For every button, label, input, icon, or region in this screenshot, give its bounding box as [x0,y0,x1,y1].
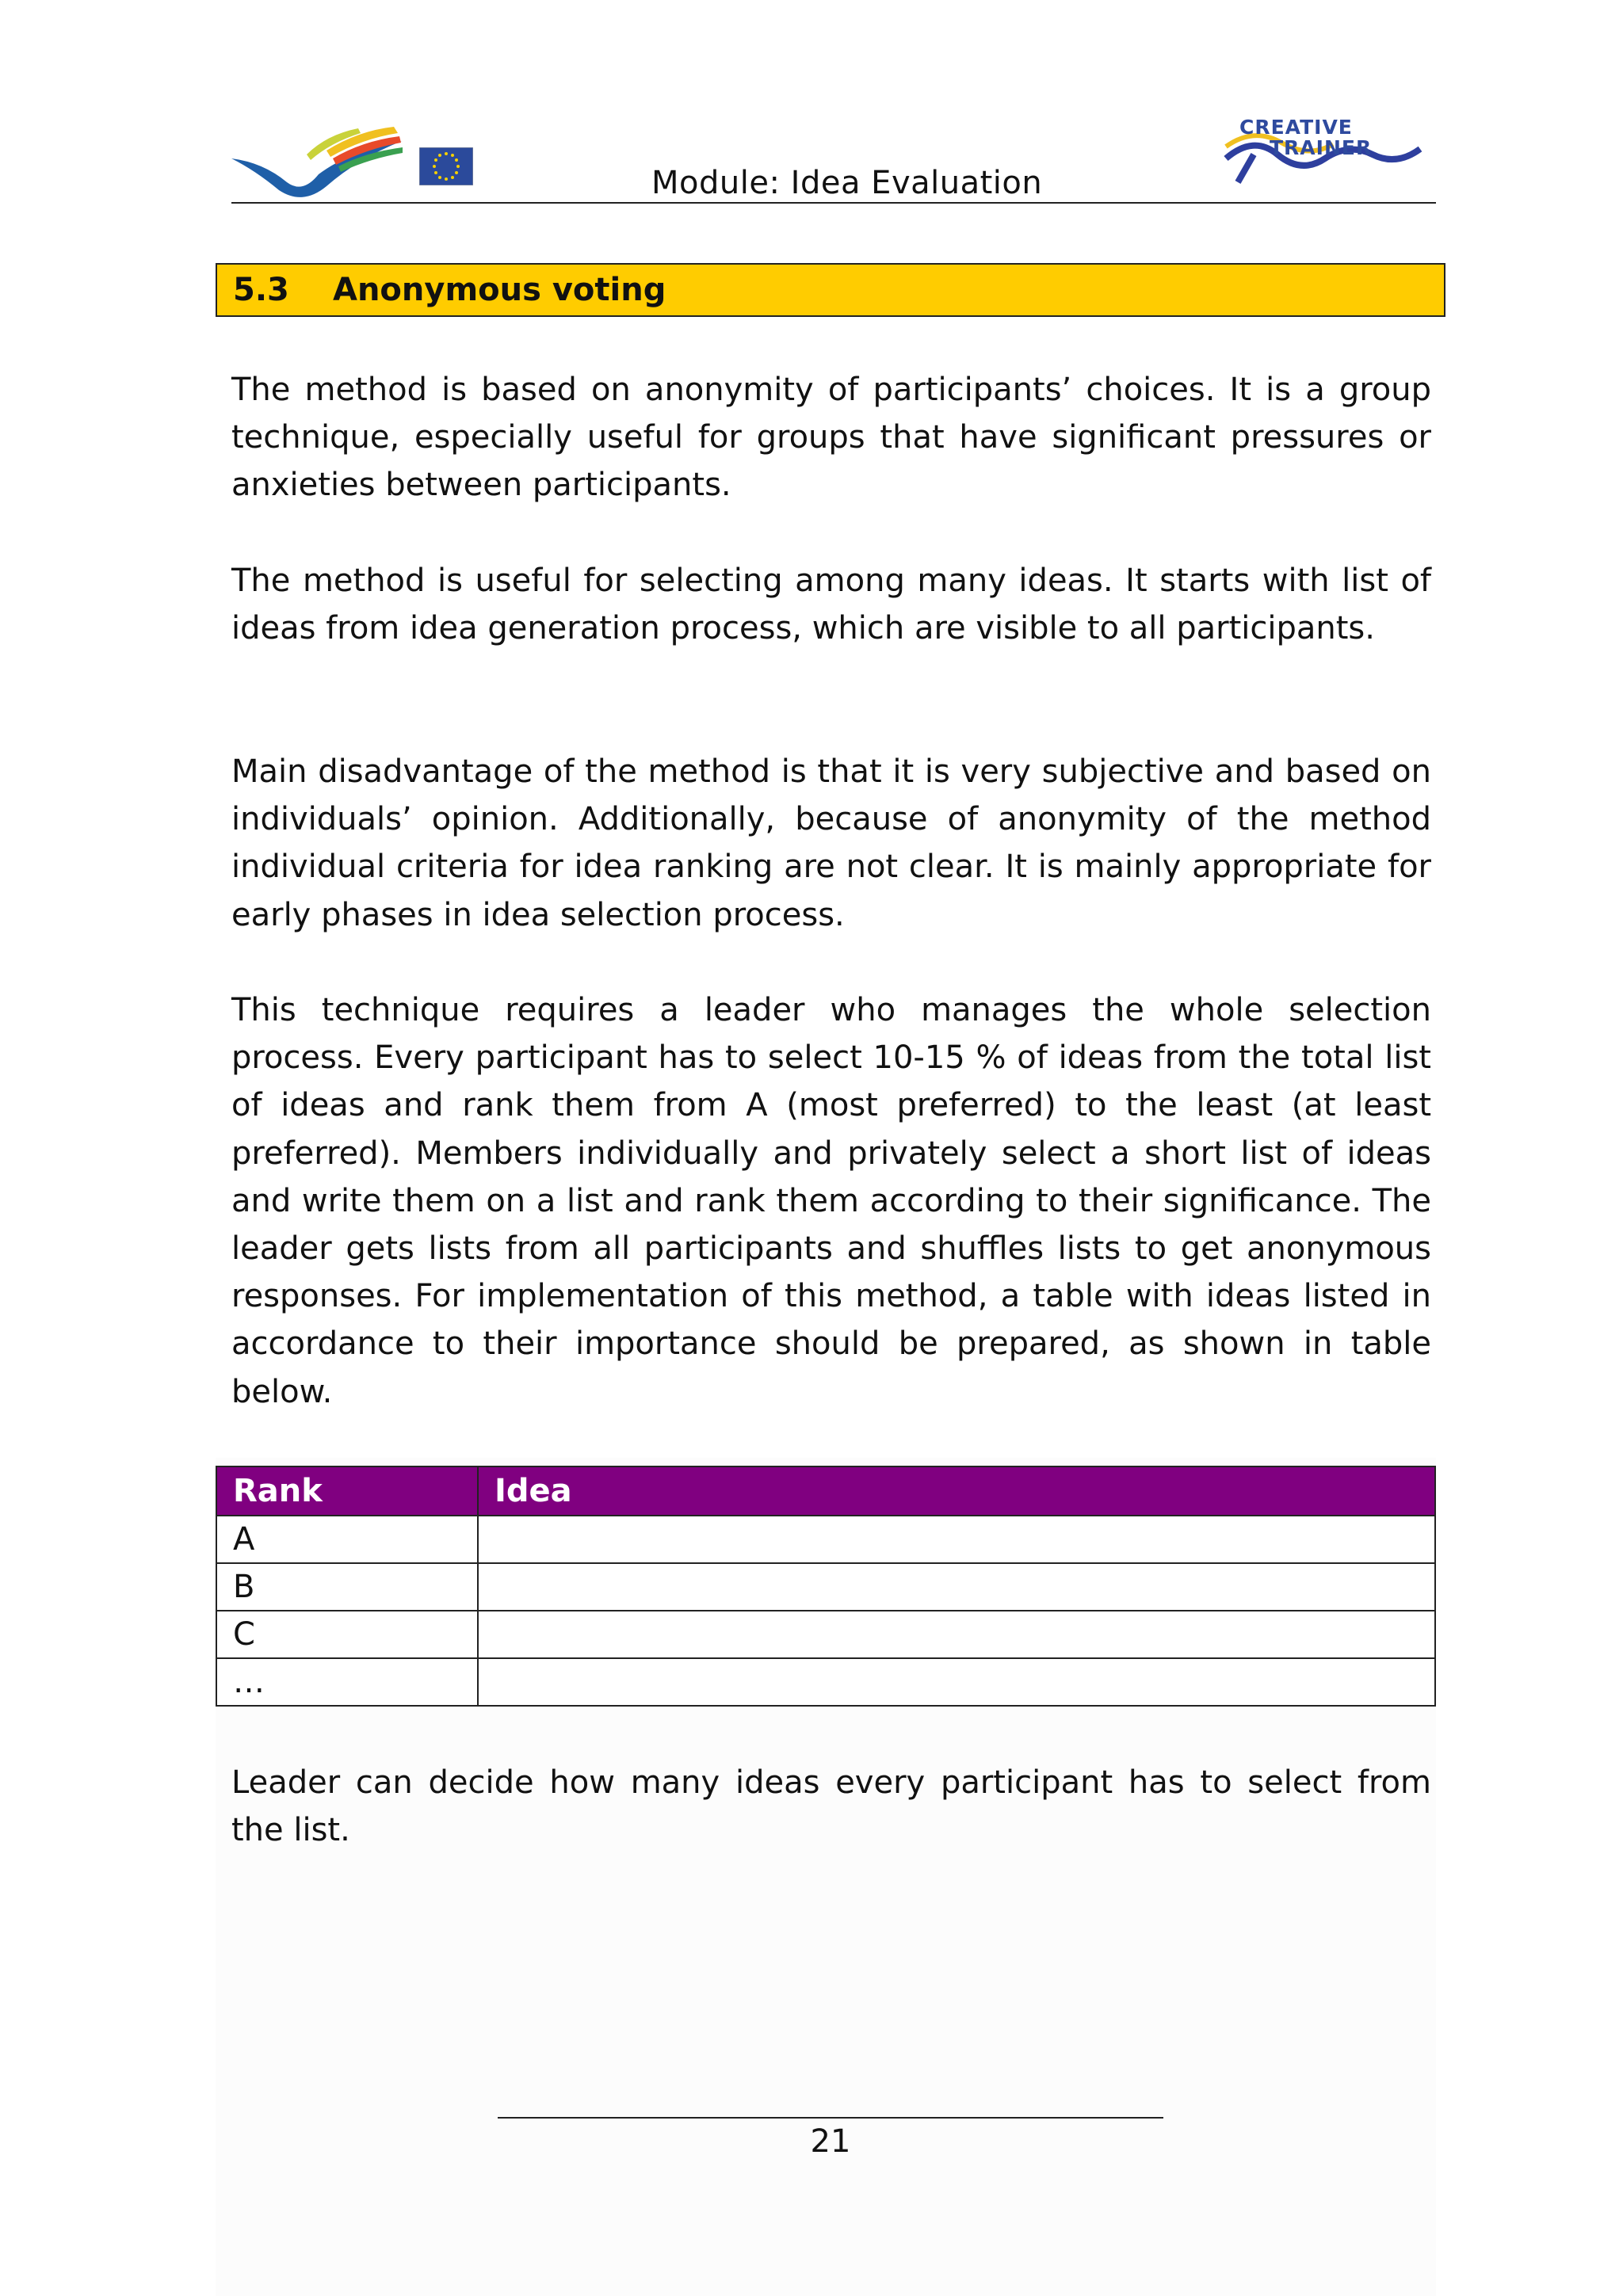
paragraph: The method is useful for selecting among many ideas. It starts with list of ideas from idea generation process, which are visible to all participants. [231,563,1431,647]
rank-cell: C [216,1611,478,1658]
logo-text-creative: CREATIVE [1239,116,1353,139]
section-title: Anonymous voting [333,272,666,308]
paragraph: The method is based on anonymity of participants’ choices. It is a group technique, especially useful for groups that have significant pressures or anxieties between participants. [231,372,1431,504]
rank-cell: … [216,1658,478,1706]
logo-text-trainer: TRAINER [1270,136,1373,159]
eu-flag-icon [419,147,473,185]
table-row [216,1658,1435,1706]
rank-idea-table [216,1466,1436,1707]
table-header-row [216,1466,1435,1516]
idea-cell [478,1563,1435,1611]
column-header-rank: Rank [216,1466,478,1516]
page-header [231,111,1436,204]
idea-cell [478,1516,1435,1563]
programme-logo [231,127,406,202]
table-row [216,1611,1435,1658]
table-row [216,1563,1435,1611]
paragraph: Main disadvantage of the method is that it is very subjective and based on individuals’ opinion. Additionally, because of anonymity of the method individual criteria for idea ranking are not clear. It is mainly appropriate for early phases in idea selection process. [231,753,1431,933]
paragraph: This technique requires a leader who manages the whole selection process. Every participant has to select 10-15 % of ideas from the total list of ideas and rank them from A (most preferred) to the least (at least preferred). Members individually and privately select a short list of ideas and write them on a list and rank them according to their significance. The leader gets lists from all participants and shuffles lists to get anonymous responses. For implementation of this method, a table with ideas listed in accordance to their importance should be prepared, as shown in table below. [231,992,1431,1410]
idea-cell [478,1611,1435,1658]
header-divider [231,202,1436,204]
section-heading [216,263,1445,317]
column-header-idea: Idea [478,1466,1435,1516]
module-title: Module: Idea Evaluation [651,165,1043,201]
idea-cell [478,1658,1435,1706]
rank-cell: B [216,1563,478,1611]
table-row [216,1516,1435,1563]
paragraph: Leader can decide how many ideas every participant has to select from the list. [231,1764,1431,1849]
footer-divider [498,2117,1163,2119]
rank-cell: A [216,1516,478,1563]
page-number: 21 [810,2123,851,2160]
section-number: 5.3 [233,272,289,308]
creative-trainer-logo [1222,111,1436,198]
